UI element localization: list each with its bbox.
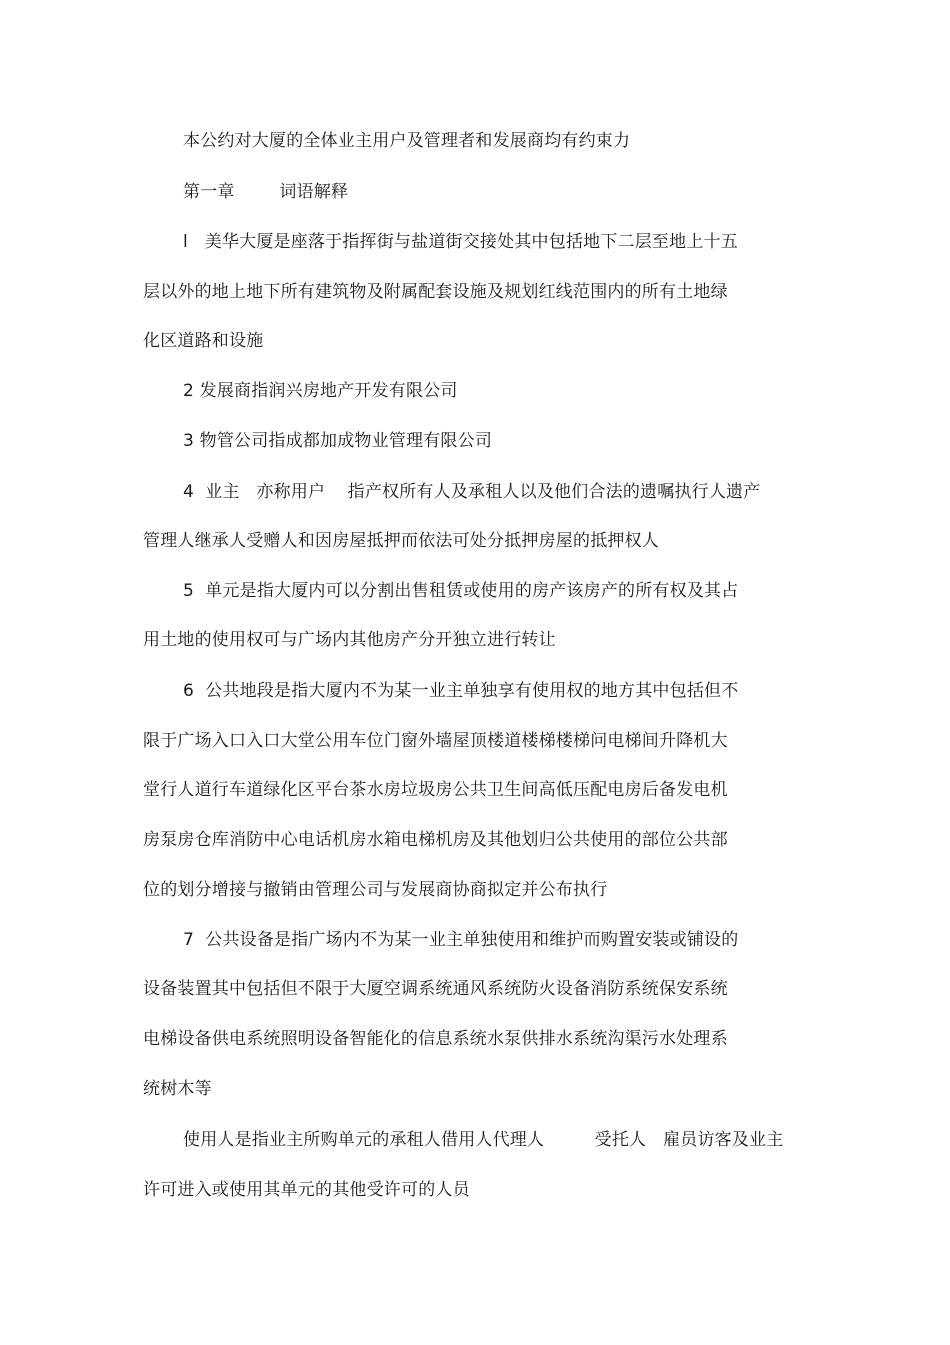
intro-line: 本公约对大厦的全体业主用户及管理者和发展商均有约束力: [183, 131, 631, 151]
chapter-heading: 第一章 词语解释: [183, 182, 349, 202]
paragraph-line: 许可进入或使用其单元的其他受许可的人员: [143, 1180, 470, 1200]
paragraph-line: 限于广场入口入口大堂公用车位门窗外墙屋顶楼道楼梯楼梯问电梯间升降机大: [143, 731, 728, 751]
paragraph-line: 化区道路和设施: [143, 331, 264, 351]
paragraph-line: 位的划分增接与撤销由管理公司与发展商协商拟定并公布执行: [143, 880, 608, 900]
paragraph-line: 统树木等: [143, 1079, 212, 1099]
paragraph-line: 房泵房仓库消防中心电话机房水箱电梯机房及其他划归公共使用的部位公共部: [143, 830, 728, 850]
paragraph-line: 使用人是指业主所购单元的承租人借用人代理人 受托人 雇员访客及业主: [183, 1130, 784, 1150]
paragraph-line: 层以外的地上地下所有建筑物及附属配套设施及规划红线范围内的所有土地绿: [143, 282, 728, 302]
paragraph-line: 2 发展商指润兴房地产开发有限公司: [183, 381, 458, 401]
paragraph-line: 管理人继承人受赠人和因房屋抵押而依法可处分抵押房屋的抵押权人: [143, 531, 659, 551]
paragraph-line: 设备装置其中包括但不限于大厦空调系统通风系统防火设备消防系统保安系统: [143, 979, 728, 999]
paragraph-line: 用土地的使用权可与广场内其他房产分开独立进行转让: [143, 630, 556, 650]
paragraph-line: 4 业主 亦称用户 指产权所有人及承租人以及他们合法的遗嘱执行人遗产: [183, 482, 761, 502]
paragraph-line: 3 物管公司指成都加成物业管理有限公司: [183, 431, 493, 451]
paragraph-line: 5 单元是指大厦内可以分割出售租赁或使用的房产该房产的所有权及其占: [183, 581, 739, 601]
paragraph-line: l 美华大厦是座落于指挥街与盐道街交接处其中包括地下二层至地上十五: [183, 232, 738, 252]
paragraph-line: 电梯设备供电系统照明设备智能化的信息系统水泵供排水系统沟渠污水处理系: [143, 1029, 728, 1049]
paragraph-line: 7 公共设备是指广场内不为某一业主单独使用和维护而购置安装或铺设的: [183, 930, 739, 950]
paragraph-line: 6 公共地段是指大厦内不为某一业主单独享有使用权的地方其中包括但不: [183, 681, 739, 701]
paragraph-line: 堂行人道行车道绿化区平台茶水房垃圾房公共卫生间高低压配电房后备发电机: [143, 780, 728, 800]
